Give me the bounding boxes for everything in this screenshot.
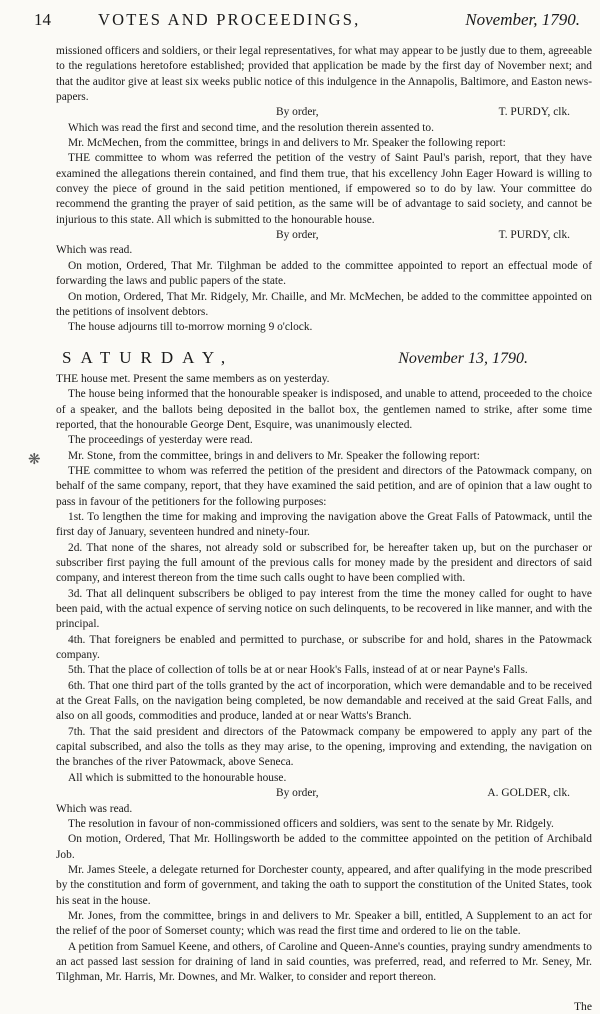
paragraph: On motion, Ordered, That Mr. Hollingsworth be added to the committee appointed on the petition of Archibald Job. (56, 833, 592, 861)
day-name: SATURDAY, (62, 347, 235, 367)
catchword: The (573, 1000, 592, 1013)
day-heading (62, 347, 592, 367)
paragraph: Which was read. (56, 244, 133, 257)
paragraph: Mr. Stone, from the committee, brings in and delivers to Mr. Speaker the following report: (68, 449, 480, 462)
paragraph: On motion, Ordered, That Mr. Tilghman be added to the committee appointed to report an effectual mode of forwarding the laws and public papers of the state. (56, 259, 592, 288)
running-title: VOTES AND PROCEEDINGS, (98, 10, 361, 29)
header-date: November, 1790. (465, 10, 580, 29)
paragraph: 7th. That the said president and directors of the Patowmack company be empowered to apply any part of the capital subscribed, and also the tolls as they may arise, to the opening, improving and extending, the navigation on the branches of the river Patowmack, above Seneca. (56, 725, 592, 769)
paragraph: The resolution in favour of non-commissioned officers and soldiers, was sent to the senate by Mr. Ridgely. (68, 817, 554, 830)
paragraph: 4th. That foreigners be enabled and permitted to purchase, or subscribe for and hold, shares in the Patowmack company. (56, 633, 592, 662)
paragraph: THE committee to whom was referred the petition of the vestry of Saint Paul's parish, report, that they have examined the allegations therein contained, and find them true, that his excellency John Eager Howard is willing to convey the piece of ground in the said petition mentioned, if empowered so to do by law. Your committee do recommend the granting the prayer of said petition, as the same will be of advantage to said society, and cannot be injurious to this state. All which is submitted to the honourable house. (56, 152, 592, 226)
paragraph: Mr. McMechen, from the committee, brings in and delivers to Mr. Speaker the following report: (68, 137, 506, 150)
opening-paragraph: THE house met. Present the same members as on yesterday. (56, 372, 330, 385)
paragraph: A petition from Samuel Keene, and others, of Caroline and Queen-Anne's counties, praying sundry amendments to an act passed last session for draining of land in said counties, was preferred, read, and referred to Mr. Seney, Mr. Tilghman, Mr. Harris, Mr. Downes, and Mr. Walker, to consider and report thereon. (56, 940, 592, 984)
signature-line (56, 786, 592, 801)
running-header (34, 8, 586, 32)
by-order: By order, (276, 106, 319, 119)
paragraph: Which was read. (56, 802, 133, 815)
clerk-signature: T. PURDY, clk. (498, 229, 570, 242)
by-order: By order, (276, 787, 319, 800)
paragraph: The proceedings of yesterday were read. (68, 434, 253, 447)
clerk-signature: A. GOLDER, clk. (487, 787, 570, 800)
by-order: By order, (276, 229, 319, 242)
paragraph: Mr. Jones, from the committee, brings in and delivers to Mr. Speaker a bill, entitled, A Supplement to an act for the relief of the poor of Somerset county; which was read the first time and ordered to lie on the table. (56, 909, 592, 938)
paragraph: 5th. That the place of collection of tolls be at or near Hook's Falls, instead of at or near Payne's Falls. (68, 664, 528, 677)
paragraph: 2d. That none of the shares, not already sold or subscribed for, be hereafter taken up, but on the purchaser or subscriber first paying the full amount of the previous calls for money made by the president and directors of said company, and interest thereon from the time such calls ought to have been complied with. (56, 541, 592, 585)
document-body (56, 44, 592, 986)
page-number: 14 (34, 10, 51, 29)
paragraph: All which is submitted to the honourable house. (68, 771, 287, 784)
paragraph: 3d. That all delinquent subscribers be obliged to pay interest from the time the money called for ought to have been paid, with the actual expence of serving notice on such delinquents, to be recovered in like manner, and with the principal. (56, 587, 592, 631)
day-date: November 13, 1790. (398, 349, 528, 367)
paragraph: Mr. James Steele, a delegate returned for Dorchester county, appeared, and after qualifying in the mode prescribed by the constitution and form of government, and taking the oath to support the constitution of the United States, took his seat in the house. (56, 863, 592, 907)
signature-line (56, 105, 592, 120)
paragraph: 6th. That one third part of the tolls granted by the act of incorporation, which were demandable and to be received at the Great Falls, on the navigation being completed, be now demandable and received at the said Great Falls, and also on all goods, commodities and produce, landed at or near Watts's Branch. (56, 679, 592, 723)
paragraph: The house being informed that the honourable speaker is indisposed, and unable to attend, proceeded to the choice of a speaker, and the ballots being deposited in the ballot box, the gentlemen named to strike, after some time reported, that the honourable George Dent, Esquire, was unanimously elected. (56, 388, 592, 431)
paragraph: On motion, Ordered, That Mr. Ridgely, Mr. Chaille, and Mr. McMechen, be added to the committee appointed on the petitions of insolvent debtors. (56, 290, 592, 318)
paragraph: THE committee to whom was referred the petition of the president and directors of the Patowmack company, on behalf of the same company, report, that they have examined the said petition, and are of opinion that a law ought to pass in favour of the petitioners for the following purposes: (56, 464, 592, 508)
clerk-signature: T. PURDY, clk. (498, 106, 570, 119)
paragraph: missioned officers and soldiers, or their legal representatives, for what may appear to be justly due to them, agreeable to the regulations heretofore established; provided that application be made by the first day of November next; and that the auditor give at least six weeks public notice of this indulgence in the Annapolis, Baltimore, and Easton news-papers. (56, 45, 592, 104)
signature-line (56, 228, 592, 243)
paragraph: Which was read the first and second time, and the resolution therein assented to. (68, 121, 434, 134)
margin-ornament-icon: ❋ (28, 452, 41, 468)
adjournment: The house adjourns till to-morrow morning 9 o'clock. (68, 321, 313, 334)
paragraph: 1st. To lengthen the time for making and improving the navigation above the Great Falls of Patowmack, until the first day of January, seventeen hundred and ninety-four. (56, 510, 592, 539)
